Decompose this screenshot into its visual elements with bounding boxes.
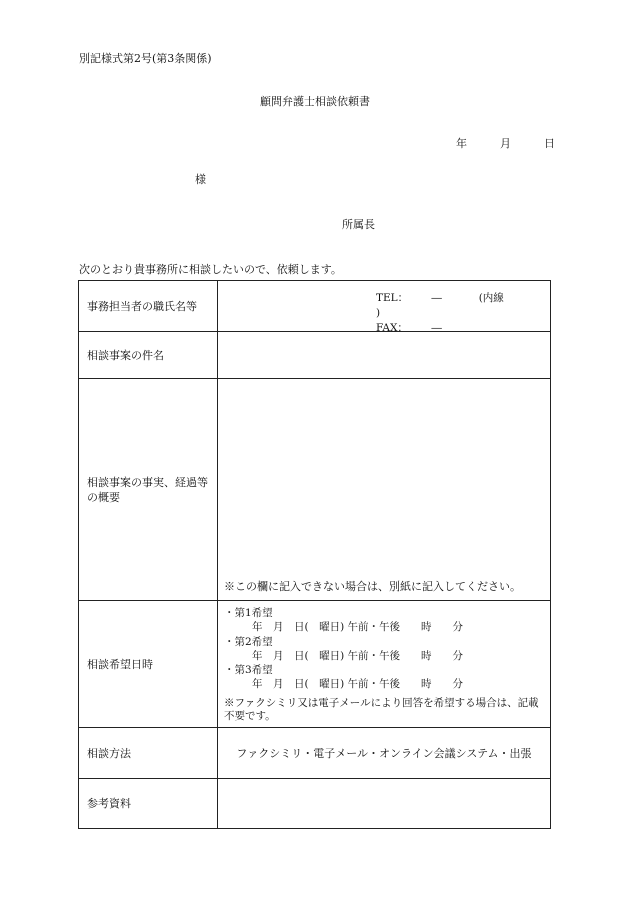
preferred-datetime-field[interactable] [218, 601, 551, 728]
label-materials: 参考資料 [79, 779, 218, 829]
preferred-note: ※ファクシミリ又は電子メールにより回答を希望する場合は、記載不要です。 [224, 696, 539, 722]
date-line [456, 135, 555, 151]
tel-label: TEL： [376, 292, 409, 304]
row-subject [79, 332, 551, 379]
summary-note: ※この欄に記入できない場合は、別紙に記入してください。 [224, 580, 521, 593]
row-summary [79, 379, 551, 601]
third-choice-datetime: 年 月 日( 曜日) 午前・午後 時 分 [252, 678, 464, 691]
date-month: 月 [500, 137, 511, 150]
label-staff: 事務担当者の職氏名等 [79, 281, 218, 332]
form-reference: 別記様式第2号(第3条関係) [79, 52, 212, 65]
label-subject: 相談事案の件名 [79, 332, 218, 379]
date-year: 年 [456, 137, 467, 150]
second-choice-datetime: 年 月 日( 曜日) 午前・午後 時 分 [252, 649, 464, 662]
first-choice-datetime: 年 月 日( 曜日) 午前・午後 時 分 [252, 621, 464, 634]
row-method [79, 728, 551, 779]
row-staff [79, 281, 551, 332]
label-preferred-datetime: 相談希望日時 [79, 601, 218, 728]
preferred-dates-list [218, 601, 550, 723]
row-materials [79, 779, 551, 829]
staff-contact-field[interactable] [218, 281, 551, 332]
fax-dash: ― [431, 322, 442, 334]
tel-dash: ― [431, 292, 442, 304]
date-day: 日 [544, 137, 555, 150]
tel-fax-block [376, 291, 550, 336]
sender-title: 所属長 [342, 218, 375, 231]
fax-label: FAX： [376, 322, 408, 334]
second-choice-label: ・第2希望 [224, 635, 273, 648]
intro-text: 次のとおり貴事務所に相談したいので、依頼します。 [79, 263, 342, 276]
method-options[interactable]: ファクシミリ・電子メール・オンライン会議システム・出張 [218, 728, 551, 779]
first-choice-label: ・第1希望 [224, 607, 273, 619]
row-preferred-datetime [79, 601, 551, 728]
label-summary: 相談事案の事実、経過等の概要 [79, 379, 218, 601]
document-title: 顧問弁護士相談依頼書 [260, 95, 370, 108]
extension-close: ) [376, 307, 381, 319]
request-form-table [78, 280, 551, 829]
summary-field[interactable] [218, 379, 551, 601]
extension-label: (内線 [478, 292, 504, 304]
third-choice-label: ・第3希望 [224, 664, 273, 677]
label-method: 相談方法 [79, 728, 218, 779]
materials-field[interactable] [218, 779, 551, 829]
addressee-suffix: 様 [195, 173, 206, 186]
subject-field[interactable] [218, 332, 551, 379]
